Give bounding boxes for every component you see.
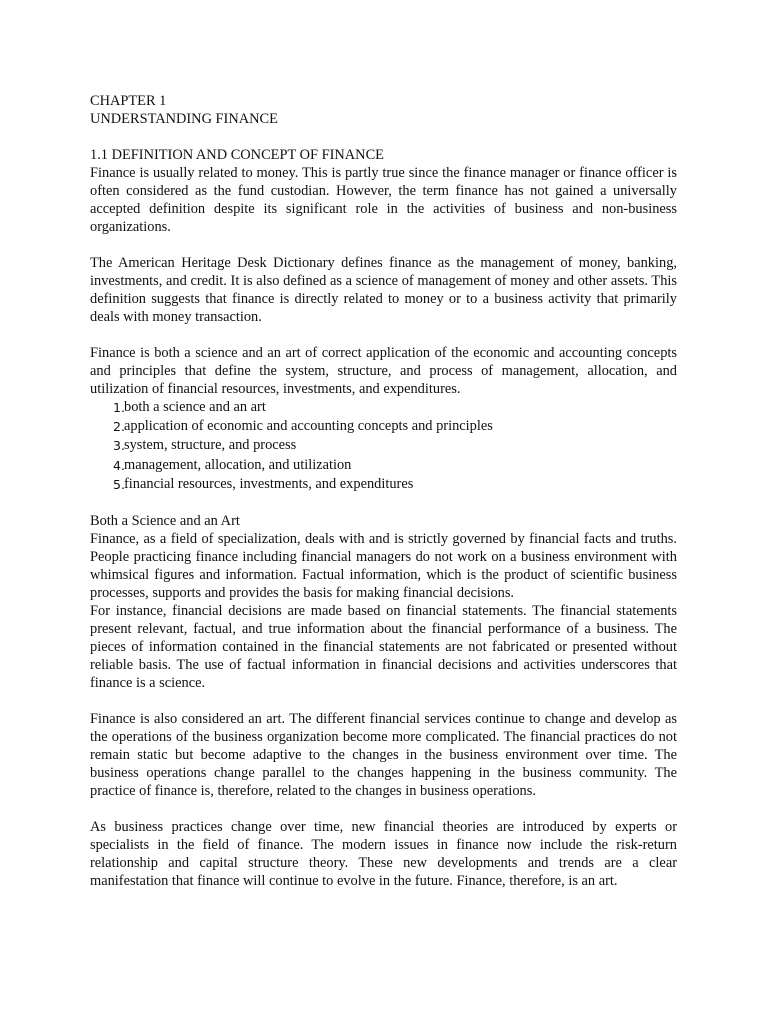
spacer — [90, 692, 677, 710]
spacer — [90, 494, 677, 512]
subsection-heading: Both a Science and an Art — [90, 513, 240, 530]
list-number: 5. — [113, 476, 125, 492]
list-number: 4. — [113, 457, 125, 473]
list-item — [90, 436, 677, 455]
list-number: 3. — [113, 438, 125, 454]
chapter-title: UNDERSTANDING FINANCE — [90, 111, 278, 127]
list-item — [90, 417, 677, 436]
list-item — [90, 398, 677, 417]
paragraph-finance-art: Finance is also considered an art. The different financial services continue to change and develop as the operations of the business organization become more complicated. The financial practices do not remain static but become adaptive to the changes in the business environment over time. The business operations change parallel to the changes happening in the business community. The practice of finance is, therefore, related to the changes in business operations. — [90, 711, 677, 800]
numbered-list — [90, 398, 677, 494]
list-item-text: management, allocation, and utilization — [124, 456, 352, 473]
list-item-text: application of economic and accounting concepts and principles — [124, 418, 493, 435]
list-item-text: both a science and an art — [124, 399, 266, 415]
paragraph-science-and-art: Finance is both a science and an art of correct application of the economic and accounting concepts and principles that define the system, structure, and process of management, allocation, and utilization of financial resources, investments, and expenditures. — [90, 345, 677, 397]
spacer — [90, 326, 677, 344]
chapter-label: CHAPTER 1 — [90, 93, 167, 109]
paragraph-evolving-finance: As business practices change over time, new financial theories are introduced by experts or specialists in the field of finance. The modern issues in finance now include the risk-return relationship and capital structure theory. These new developments and trends are a clear manifestation that finance will continue to evolve in the future. Finance, therefore, is an art. — [90, 819, 677, 890]
list-item-text: financial resources, investments, and expenditures — [124, 475, 414, 492]
paragraph-intro: Finance is usually related to money. This is partly true since the finance manager or finance officer is often considered as the fund custodian. However, the term finance has not gained a universally accepted definition despite its significant role in the activities of business and non-business organizations. — [90, 165, 677, 235]
spacer — [90, 236, 677, 254]
list-item — [90, 475, 677, 494]
spacer — [90, 128, 677, 146]
list-number: 1. — [113, 400, 125, 415]
paragraph-finance-science: Finance, as a field of specialization, deals with and is strictly governed by financial facts and truths. People practicing finance including financial managers do not work on a business environment with whimsical figures and information. Factual information, which is the product of scientific business processes, supports and provides the basis for making financial decisions. — [90, 531, 677, 602]
list-item — [90, 456, 677, 475]
section-heading: 1.1 DEFINITION AND CONCEPT OF FINANCE — [90, 147, 384, 163]
spacer — [90, 800, 677, 818]
paragraph-dictionary-definition: The American Heritage Desk Dictionary defines finance as the management of money, banking, investments, and credit. It is also defined as a science of management of money and other assets. This definition suggests that finance is directly related to money or to a business activity that primarily deals with money transaction. — [90, 255, 677, 325]
list-item-text: system, structure, and process — [124, 437, 297, 454]
list-number: 2. — [113, 419, 125, 435]
paragraph-financial-statements: For instance, financial decisions are made based on financial statements. The financial statements present relevant, factual, and true information about the financial performance of a business. The pieces of information contained in the financial statements are not fabricated or presented without reliable basis. The use of factual information in financial decisions and activities underscores that finance is a science. — [90, 603, 677, 692]
document-page — [90, 92, 677, 890]
